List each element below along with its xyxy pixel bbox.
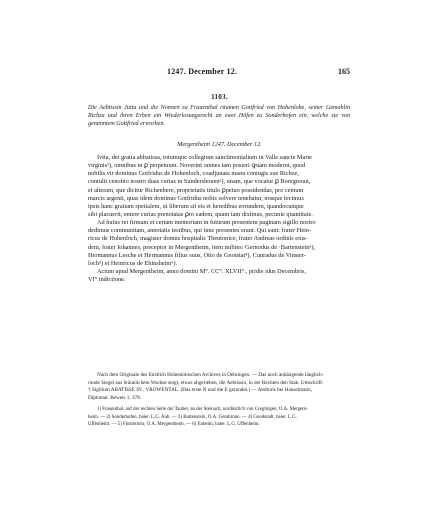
charter-line: dem, frater Iohannes, preceptor in Mergentheim, item milites: Gernodus de ·Bartenstein³), <box>88 243 315 251</box>
charter-line: VI° indictione. <box>88 276 126 284</box>
archive-note-line: Nach dem Originale des fürstlich Hohenlohischen Archives in Oehringen. — Das noch anhängende länglich- <box>97 372 324 378</box>
page-number: 165 <box>338 67 350 76</box>
charter-line: Ivtta, dei gratia abbatissa, totumque collegium sanctimonialium in Valle sancte Marie <box>97 154 312 161</box>
charter-line: nobilis vir dominus Gotfridus de Hohenloch, coadjunata manu coniugis sue Richze, <box>88 170 299 178</box>
regest-summary: Die Aebtissin Jutta und die Nonnen zu Frauenthal räumen Gottfried von Hohenlohe, seiner Gemahlin Richza und ihren Erben ein Wiederlosungsrecht an zwei Höfen zu Sonderhofen ein, welche sie von genanntem Gottfried erworben. <box>88 105 350 128</box>
archive-note-line: † Sigillum ABATISSE IN . VROWENTAL. (Das erste N und die E gerundet.) — Abdruck bei Hanselmann, <box>88 387 312 394</box>
charter-line: sibi placuerit, emere curias prenotatas ꝑro eadem, quam iam diximus, pecunie quantitate. <box>88 210 313 218</box>
charter-line: loch⁵) et Heinricus de Ehinsheim⁶). <box>88 259 178 267</box>
charter-text <box>88 154 350 284</box>
footnotes <box>88 406 350 429</box>
charter-line: dedimus communitam, annotatis testibus, qui tunc presentes erant. Qui sunt: frater Hein- <box>88 227 312 235</box>
charter-line: Actum apud Mergentheim, anno domini M°. CC°. XLVII°., pridie idus Decembris, <box>97 267 307 275</box>
document-number: 1103. <box>211 93 228 101</box>
archive-note-line: Diplomat. Beweis 1, 378. <box>88 395 142 402</box>
charter-line: et alteram, que dicitur Richenbere, proprietatis titulo ꝑpetuo possidendas, pro centum <box>88 186 304 194</box>
charter-line: Ad huius rei firmam et certam memoriam in futurum presentem paginam sigillo nostro <box>97 219 316 227</box>
page-header <box>92 67 350 79</box>
archive-note-line: runde Siegel aus bräunlichem Wachse zeigt, etwas abgerieben, die Aebtissin, in der Rechten den Stab. Umschrift: <box>88 379 324 386</box>
charter-line: Hermannus Lesche et Hermannus filius suus, Otto de Gnotstat⁴), Cunradus de Vinster- <box>88 251 306 259</box>
footnote-line: Uffenheim. — 5) Finsterlohr, O.A. Mergentheim. — 6) Enheim, baier. L.G. Uffenheim. <box>88 422 260 428</box>
archive-note <box>88 372 350 403</box>
running-date: 1247. December 12. <box>167 67 238 76</box>
footnote-line: 1) Frauenthal, auf der rechten Seite der Tauber, an der Steinach, nordöstlich von Creglingen, O.A. Mergent- <box>97 407 308 412</box>
charter-line: ipsis hanc gratiam spetialem, ut liberum sit eis et heredibus eorundem, quandocunque <box>88 202 304 210</box>
document-dating: Mergentheim 1247. December 12. <box>177 141 262 148</box>
charter-line: marcis argenti, quas idem dominus Gotfridus nobis solvere tenebatur, nosque fecimus <box>88 194 304 202</box>
footnote-line: heim. — 2) Sonderhofen, baier. L.G. Aub. — 3) Bartenstein, O.A. Gerabronn. — 4) Gnodstadt, baier. L.G. <box>88 414 297 420</box>
charter-line: ricus de Hohenloch, magister domus hospitalis Theutonice, frater Andreas ordinis eius- <box>88 235 308 243</box>
charter-line: contulit cenobio nostro duas curias in Sundershouen²), unam, que vocatur ꝑ Boregreuui, <box>88 178 311 186</box>
charter-line: virginis¹), omnibus in ꝑ perpetuum. Noverint omnes tam posteri ꝙuam moderni, quod <box>88 162 306 170</box>
